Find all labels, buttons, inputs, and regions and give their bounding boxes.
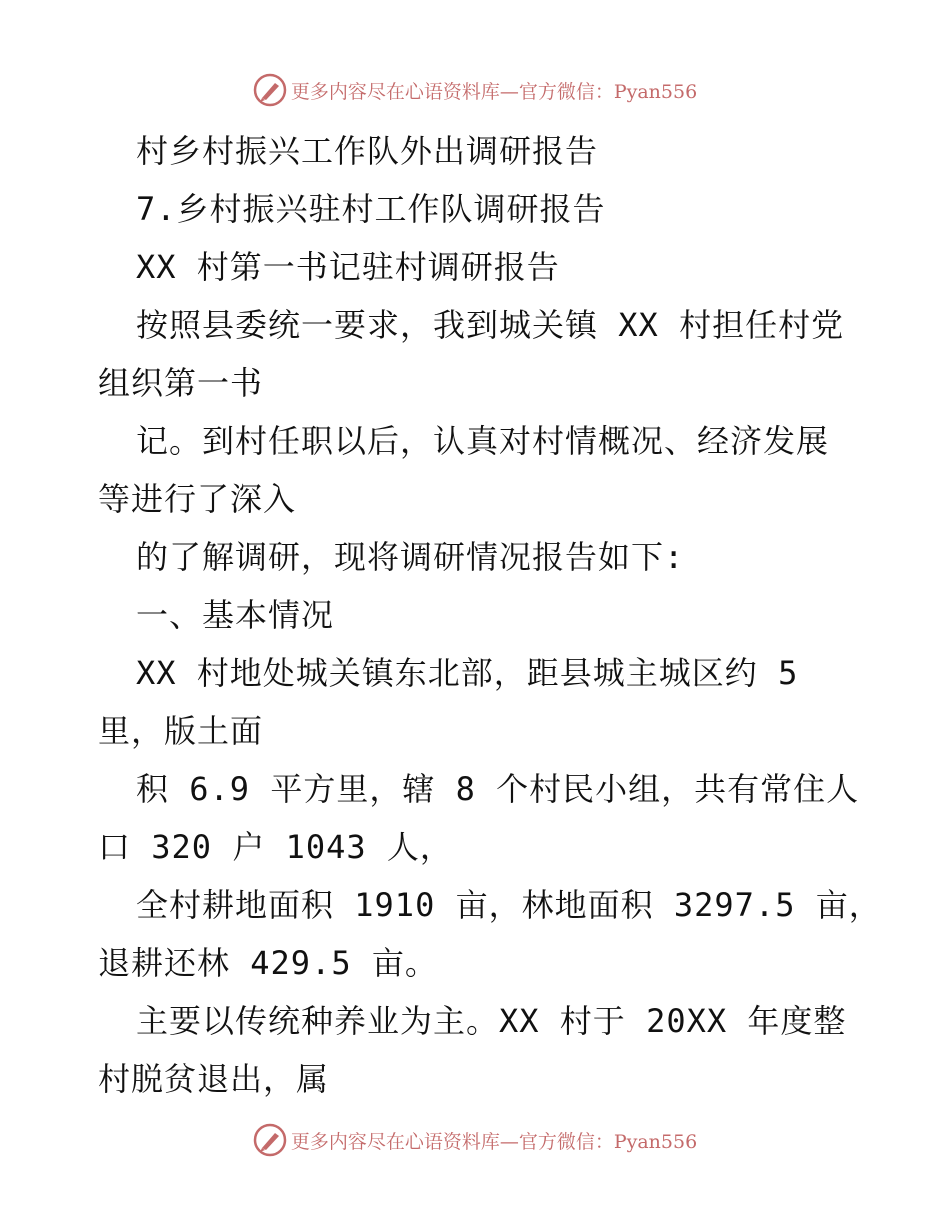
text-line: 退耕还林 429.5 亩。 [98,944,438,982]
text-line: 里，版土面 [98,712,264,750]
text-line: 村乡村振兴工作队外出调研报告 [136,132,599,170]
text-line: XX 村第一书记驻村调研报告 [136,248,560,286]
text-line: XX 村地处城关镇东北部，距县城主城区约 5 [136,654,799,692]
pen-logo-icon [253,73,287,107]
text-line: 口 320 户 1043 人， [98,828,453,866]
document-body [98,122,882,1108]
text-line: 一、基本情况 [136,596,335,634]
text-line: 积 6.9 平方里，辖 8 个村民小组，共有常住人 [136,770,860,808]
text-line: 按照县委统一要求，我到城关镇 XX 村担任村党 [136,306,845,344]
text-line: 的了解调研，现将调研情况报告如下: [136,538,685,576]
footer-watermark-banner [0,1120,950,1160]
text-line: 村脱贫退出，属 [98,1060,330,1098]
text-line: 全村耕地面积 1910 亩，林地面积 3297.5 亩， [136,886,882,924]
text-line: 7.乡村振兴驻村工作队调研报告 [136,190,606,228]
watermark-text: 更多内容尽在心语资料库—官方微信：Pyan556 [290,80,698,103]
pen-logo-icon [253,1123,287,1157]
watermark-text: 更多内容尽在心语资料库—官方微信：Pyan556 [290,1130,698,1153]
header-watermark-banner [0,70,950,110]
text-line: 记。到村任职以后，认真对村情概况、经济发展 [136,422,830,460]
text-line: 主要以传统种养业为主。XX 村于 20XX 年度整 [136,1002,847,1040]
text-line: 等进行了深入 [98,480,297,518]
text-line: 组织第一书 [98,364,264,402]
